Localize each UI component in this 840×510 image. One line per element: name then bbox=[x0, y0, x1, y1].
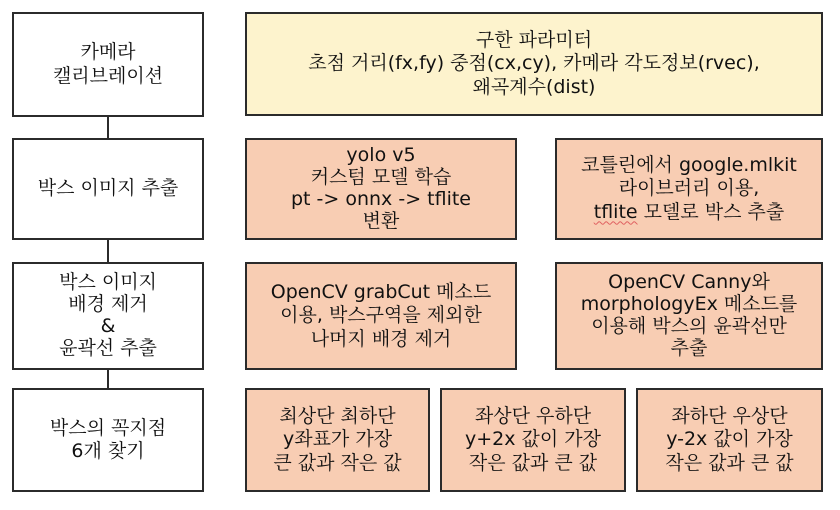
mlkit-line-1: 코틀린에서 google.mlkit bbox=[581, 154, 797, 177]
mlkit-line-2: 라이브러리 이용, bbox=[618, 177, 760, 200]
calibration-line-2: 초점 거리(fx,fy) 중점(cx,cy), 카메라 각도정보(rvec), bbox=[308, 52, 760, 75]
step-3-line-4: 윤곽선 추출 bbox=[59, 336, 157, 359]
corner-tb-line-1: 최상단 최하단 bbox=[279, 405, 396, 428]
canny-line-1: OpenCV Canny와 bbox=[608, 271, 770, 294]
mlkit-tflite-word: tflite bbox=[593, 200, 638, 223]
step-1-line-2: 캘리브레이션 bbox=[52, 64, 164, 87]
corner-lr-line-3: 작은 값과 큰 값 bbox=[468, 451, 598, 474]
yolo-line-1: yolo v5 bbox=[346, 144, 416, 167]
canny-line-4: 추출 bbox=[670, 336, 708, 359]
corner-tb-line-3: 큰 값과 작은 값 bbox=[273, 451, 402, 474]
grabcut-line-2: 이용, 박스구역을 제외한 bbox=[280, 304, 482, 327]
canny-line-2: morphologyEx 메소드를 bbox=[580, 293, 798, 316]
corner-diagonal-sum-box bbox=[440, 388, 626, 492]
yolo-line-4: 변환 bbox=[362, 209, 400, 232]
step-3-line-1: 박스 이미지 bbox=[59, 271, 157, 294]
mlkit-line-3 bbox=[594, 201, 784, 224]
canny-line-3: 이용해 박스의 윤곽선만 bbox=[591, 315, 787, 337]
yolo-method-box bbox=[245, 138, 517, 240]
step-3-line-2: 배경 제거 bbox=[68, 293, 148, 316]
corner-diagonal-diff-box bbox=[636, 388, 823, 492]
step-box-image-extraction bbox=[12, 138, 204, 240]
grabcut-line-1: OpenCV grabCut 메소드 bbox=[270, 281, 492, 304]
canny-method-box bbox=[555, 262, 823, 370]
corner-lr2-line-2: y-2x 값이 가장 bbox=[666, 428, 793, 451]
mlkit-method-box bbox=[555, 138, 823, 240]
step-background-removal bbox=[12, 262, 204, 370]
corner-lr2-line-1: 좌하단 우상단 bbox=[671, 405, 788, 428]
step-camera-calibration bbox=[12, 12, 204, 117]
step-3-line-3: & bbox=[100, 315, 116, 337]
grabcut-line-3: 나머지 배경 제거 bbox=[310, 327, 452, 350]
step-find-corners bbox=[12, 388, 204, 492]
grabcut-method-box bbox=[245, 262, 517, 370]
step-2-line-1: 박스 이미지 추출 bbox=[37, 177, 179, 200]
corner-lr2-line-3: 작은 값과 큰 값 bbox=[665, 451, 794, 474]
calibration-line-3: 왜곡계수(dist) bbox=[472, 75, 596, 98]
corner-lr-line-1: 좌상단 우하단 bbox=[474, 405, 592, 428]
corner-lr-line-2: y+2x 값이 가장 bbox=[465, 428, 601, 451]
yolo-line-3: pt -> onnx -> tflite bbox=[290, 188, 471, 210]
calibration-line-1: 구한 파라미터 bbox=[475, 29, 593, 52]
yolo-line-2: 커스텀 모델 학습 bbox=[310, 166, 452, 189]
step-1-line-1: 카메라 bbox=[80, 41, 136, 64]
corner-top-bottom-box bbox=[245, 388, 430, 492]
step-4-line-1: 박스의 꼭지점 bbox=[49, 416, 167, 439]
corner-tb-line-2: y좌표가 가장 bbox=[282, 428, 393, 451]
calibration-parameters-box bbox=[245, 12, 823, 116]
mlkit-line-3-rest: 모델로 박스 추출 bbox=[637, 200, 785, 223]
step-4-line-2: 6개 찾기 bbox=[71, 440, 145, 462]
